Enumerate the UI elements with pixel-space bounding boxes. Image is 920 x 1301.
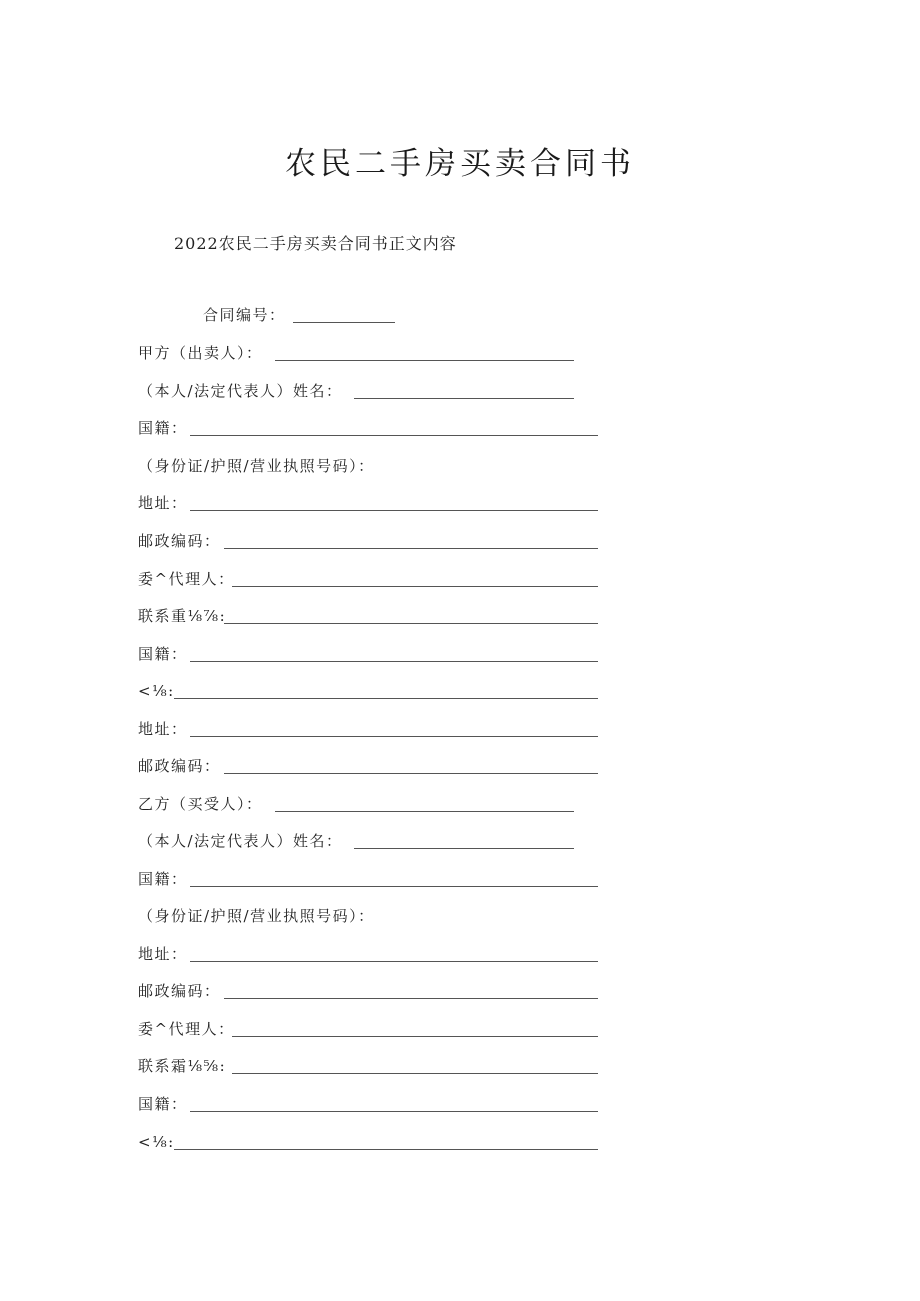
party-b-phone-row [138,1054,600,1078]
party-b-blank[interactable] [275,811,574,812]
party-a-id-row [138,454,438,478]
party-a-name-label: （本人/法定代表人）姓名： [138,382,343,400]
party-a-agent-id-blank[interactable] [174,698,598,699]
party-a-row [138,341,578,365]
party-a-blank[interactable] [275,360,574,361]
party-a-agent-id-label: <⅛: [138,682,175,700]
party-b-postcode-label: 邮政编码： [138,982,221,1000]
party-b-phone-label: 联系霜⅛⅝: [138,1057,227,1075]
party-b-agent-id-row [138,1130,600,1154]
party-a-agent-row [138,567,600,591]
party-b-id-row [138,904,438,928]
party-b-agent-id-blank[interactable] [174,1149,598,1150]
party-a-id-label: （身份证/护照/营业执照号码）： [138,457,375,475]
party-b-address-label: 地址： [138,945,188,963]
contract-number-blank[interactable] [293,322,395,323]
party-a-agent-nationality-label: 国籍： [138,645,188,663]
party-b-name-blank[interactable] [354,848,574,849]
party-b-nationality-row [138,867,600,891]
party-b-phone-blank[interactable] [232,1073,598,1074]
party-b-nationality-label: 国籍： [138,870,188,888]
party-a-address-blank[interactable] [190,510,598,511]
party-a-agent-nationality-blank[interactable] [190,661,598,662]
party-b-id-label: （身份证/护照/营业执照号码）： [138,907,375,925]
party-a-agent-nationality-row [138,642,600,666]
party-b-row [138,792,578,816]
party-a-postcode-label: 邮政编码： [138,532,221,550]
party-b-agent-nationality-row [138,1092,600,1116]
document-title: 农民二手房买卖合同书 [285,146,635,182]
party-a-agent-address-blank[interactable] [190,736,598,737]
party-a-agent-postcode-label: 邮政编码： [138,757,221,775]
party-a-phone-row [138,604,600,628]
party-a-nationality-label: 国籍： [138,419,188,437]
contract-number-row [203,303,403,327]
party-a-nationality-row [138,416,600,440]
party-a-agent-address-label: 地址： [138,720,188,738]
party-b-agent-row [138,1017,600,1041]
party-b-name-row [138,829,578,853]
party-a-agent-blank[interactable] [232,586,598,587]
party-a-nationality-blank[interactable] [190,435,598,436]
party-b-agent-label: 委^代理人： [138,1020,235,1038]
party-b-name-label: （本人/法定代表人）姓名： [138,832,343,850]
party-b-postcode-blank[interactable] [224,998,598,999]
party-a-agent-id-row [138,679,600,703]
party-b-agent-id-label: <⅛: [138,1133,175,1151]
party-a-phone-blank[interactable] [224,623,598,624]
party-a-name-blank[interactable] [354,398,574,399]
party-a-phone-label: 联系重⅛⅞: [138,607,227,625]
contract-number-label: 合同编号： [203,306,286,324]
party-b-address-row [138,942,600,966]
party-a-name-row [138,379,578,403]
party-a-agent-postcode-row [138,754,600,778]
party-a-agent-address-row [138,717,600,741]
party-a-address-row [138,491,600,515]
party-b-agent-nationality-blank[interactable] [190,1111,598,1112]
party-a-postcode-blank[interactable] [224,548,598,549]
party-b-agent-blank[interactable] [232,1036,598,1037]
party-b-address-blank[interactable] [190,961,598,962]
party-a-agent-postcode-blank[interactable] [224,773,598,774]
party-a-address-label: 地址： [138,494,188,512]
party-b-nationality-blank[interactable] [190,886,598,887]
party-b-agent-nationality-label: 国籍： [138,1095,188,1113]
party-a-label: 甲方（出卖人）： [138,344,263,362]
party-a-agent-label: 委^代理人： [138,570,235,588]
document-subtitle: 2022农民二手房买卖合同书正文内容 [174,234,457,253]
party-b-label: 乙方（买受人）： [138,795,263,813]
party-a-postcode-row [138,529,600,553]
party-b-postcode-row [138,979,600,1003]
